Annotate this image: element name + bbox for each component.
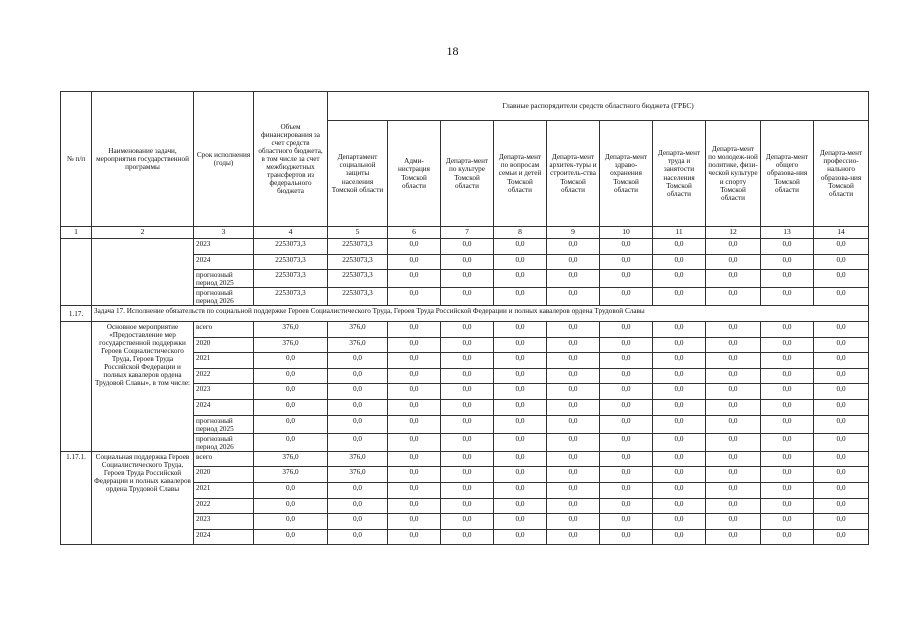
value-cell: 0,0: [494, 337, 547, 353]
value-cell: 0,0: [441, 529, 494, 545]
value-cell: 0,0: [441, 467, 494, 483]
value-cell: 0,0: [706, 384, 761, 400]
value-cell: 0,0: [441, 270, 494, 288]
column-number: 14: [814, 227, 869, 239]
value-cell: 0,0: [814, 288, 869, 306]
value-cell: 0,0: [547, 415, 600, 433]
value-cell: 0,0: [814, 239, 869, 255]
value-cell: 0,0: [494, 415, 547, 433]
value-cell: 0,0: [494, 322, 547, 338]
value-cell: 0,0: [653, 483, 706, 499]
value-cell: 0,0: [547, 322, 600, 338]
value-cell: 0,0: [441, 400, 494, 416]
value-cell: 0,0: [254, 400, 328, 416]
value-cell: 0,0: [441, 337, 494, 353]
header-volume: Объем финансирования за счет средств областного бюджета, в том числе за счет межбюджетных трансфертов из федерального бюджета: [254, 92, 328, 227]
value-cell: 0,0: [441, 353, 494, 369]
value-cell: 0,0: [600, 239, 653, 255]
value-cell: 0,0: [761, 270, 814, 288]
value-cell: 0,0: [706, 529, 761, 545]
value-cell: 0,0: [706, 433, 761, 451]
value-cell: 376,0: [328, 322, 388, 338]
value-cell: 0,0: [706, 483, 761, 499]
value-cell: 0,0: [814, 353, 869, 369]
value-cell: 376,0: [328, 451, 388, 467]
value-cell: 0,0: [328, 433, 388, 451]
column-number-row: [61, 227, 869, 239]
value-cell: 0,0: [600, 451, 653, 467]
value-cell: 0,0: [494, 254, 547, 270]
value-cell: 0,0: [388, 353, 441, 369]
value-cell: 0,0: [653, 288, 706, 306]
value-cell: 0,0: [441, 415, 494, 433]
period-cell: 2022: [194, 498, 254, 514]
column-number: 11: [653, 227, 706, 239]
header-grbs-item: Департа-мент здраво-охранения Томской области: [600, 121, 653, 227]
value-cell: 0,0: [547, 483, 600, 499]
value-cell: 0,0: [706, 467, 761, 483]
value-cell: 0,0: [494, 529, 547, 545]
value-cell: 0,0: [388, 467, 441, 483]
value-cell: 0,0: [254, 483, 328, 499]
value-cell: 0,0: [600, 433, 653, 451]
value-cell: 0,0: [706, 498, 761, 514]
value-cell: 0,0: [653, 270, 706, 288]
header-grbs-item: Департа-мент архитек-туры и строитель-ства Томской области: [547, 121, 600, 227]
value-cell: 0,0: [328, 368, 388, 384]
value-cell: 376,0: [328, 337, 388, 353]
table-row: [61, 239, 869, 255]
row-name: [92, 239, 194, 306]
value-cell: 0,0: [494, 288, 547, 306]
header-grbs-item: Департа-мент профессио-нального образова-ния Томской области: [814, 121, 869, 227]
value-cell: 0,0: [441, 433, 494, 451]
value-cell: 0,0: [814, 451, 869, 467]
period-cell: 2020: [194, 337, 254, 353]
value-cell: 0,0: [254, 498, 328, 514]
value-cell: 0,0: [761, 467, 814, 483]
value-cell: 376,0: [254, 467, 328, 483]
value-cell: 0,0: [388, 514, 441, 530]
header-grbs-title: Главные распорядители средств областного бюджета (ГРБС): [328, 92, 869, 121]
value-cell: 0,0: [388, 415, 441, 433]
value-cell: 0,0: [600, 353, 653, 369]
value-cell: 0,0: [814, 384, 869, 400]
value-cell: 0,0: [441, 451, 494, 467]
row-name: Социальная поддержка Героев Социалистического Труда, Героев Труда Российской Федерации и полных кавалеров ордена Трудовой Славы: [92, 451, 194, 545]
page-number: 18: [446, 44, 459, 58]
value-cell: 0,0: [328, 400, 388, 416]
value-cell: 0,0: [547, 433, 600, 451]
value-cell: 0,0: [254, 529, 328, 545]
column-number: 10: [600, 227, 653, 239]
value-cell: 0,0: [388, 400, 441, 416]
value-cell: 0,0: [547, 337, 600, 353]
row-number: [61, 239, 92, 306]
value-cell: 0,0: [600, 514, 653, 530]
header-grbs-item: Департа-мент труда и занятости населения Томской области: [653, 121, 706, 227]
value-cell: 0,0: [328, 353, 388, 369]
value-cell: 0,0: [328, 498, 388, 514]
value-cell: 2253073,3: [254, 288, 328, 306]
column-number: 4: [254, 227, 328, 239]
value-cell: 0,0: [494, 498, 547, 514]
value-cell: 0,0: [254, 415, 328, 433]
value-cell: 0,0: [814, 368, 869, 384]
value-cell: 0,0: [388, 337, 441, 353]
period-cell: 2022: [194, 368, 254, 384]
value-cell: 0,0: [706, 254, 761, 270]
value-cell: 0,0: [388, 270, 441, 288]
value-cell: 0,0: [761, 254, 814, 270]
period-cell: 2020: [194, 467, 254, 483]
period-cell: 2024: [194, 400, 254, 416]
value-cell: 0,0: [761, 483, 814, 499]
value-cell: 0,0: [547, 239, 600, 255]
value-cell: 0,0: [653, 254, 706, 270]
column-number: 6: [388, 227, 441, 239]
column-number: 12: [706, 227, 761, 239]
value-cell: 0,0: [388, 483, 441, 499]
table-body: [61, 239, 869, 545]
value-cell: 0,0: [388, 288, 441, 306]
period-cell: 2024: [194, 254, 254, 270]
value-cell: 0,0: [814, 400, 869, 416]
value-cell: 0,0: [328, 514, 388, 530]
value-cell: 0,0: [653, 415, 706, 433]
period-cell: 2023: [194, 239, 254, 255]
value-cell: 0,0: [706, 514, 761, 530]
value-cell: 2253073,3: [254, 254, 328, 270]
header-grbs-item: Департа-мент по культуре Томской области: [441, 121, 494, 227]
value-cell: 0,0: [600, 254, 653, 270]
value-cell: 0,0: [653, 400, 706, 416]
value-cell: 0,0: [494, 270, 547, 288]
value-cell: 0,0: [706, 353, 761, 369]
value-cell: 0,0: [388, 433, 441, 451]
value-cell: 0,0: [653, 368, 706, 384]
value-cell: 376,0: [254, 322, 328, 338]
value-cell: 0,0: [653, 353, 706, 369]
value-cell: 2253073,3: [254, 270, 328, 288]
value-cell: 0,0: [653, 384, 706, 400]
period-cell: прогнозный период 2025: [194, 415, 254, 433]
period-cell: прогнозный период 2026: [194, 433, 254, 451]
value-cell: 0,0: [653, 529, 706, 545]
value-cell: 0,0: [761, 384, 814, 400]
value-cell: 0,0: [388, 498, 441, 514]
value-cell: 0,0: [441, 239, 494, 255]
value-cell: 0,0: [761, 451, 814, 467]
value-cell: 0,0: [761, 368, 814, 384]
row-name: Основное мероприятие «Предоставление мер государственной поддержки Героев Социалистического Труда, Героев Труда Российской Федерации и полных кавалеров ордена Трудовой Славы», в том числе:: [92, 322, 194, 452]
value-cell: 0,0: [441, 498, 494, 514]
value-cell: 0,0: [254, 384, 328, 400]
value-cell: 0,0: [814, 514, 869, 530]
task-text: Задача 17. Исполнение обязательств по социальной поддержке Героев Социалистического Труда, Героев Труда Российской Федерации и полных кавалеров ордена Трудовой Славы: [92, 306, 869, 322]
value-cell: 0,0: [388, 239, 441, 255]
value-cell: 0,0: [547, 467, 600, 483]
value-cell: 0,0: [653, 498, 706, 514]
value-cell: 0,0: [653, 322, 706, 338]
value-cell: 0,0: [761, 400, 814, 416]
value-cell: 0,0: [328, 483, 388, 499]
value-cell: 0,0: [706, 400, 761, 416]
value-cell: 0,0: [653, 239, 706, 255]
value-cell: 0,0: [653, 451, 706, 467]
value-cell: 0,0: [761, 322, 814, 338]
value-cell: 0,0: [441, 254, 494, 270]
task-number: 1.17.: [61, 306, 92, 322]
value-cell: 0,0: [388, 529, 441, 545]
value-cell: 0,0: [494, 433, 547, 451]
period-cell: всего: [194, 322, 254, 338]
value-cell: 0,0: [328, 384, 388, 400]
column-number: 8: [494, 227, 547, 239]
value-cell: 0,0: [600, 467, 653, 483]
value-cell: 0,0: [653, 433, 706, 451]
value-cell: 0,0: [547, 353, 600, 369]
value-cell: 0,0: [814, 415, 869, 433]
value-cell: 0,0: [441, 288, 494, 306]
value-cell: 0,0: [814, 322, 869, 338]
value-cell: 0,0: [761, 498, 814, 514]
value-cell: 0,0: [547, 254, 600, 270]
value-cell: 0,0: [600, 400, 653, 416]
header-grbs-item: Департамент социальной защиты населения Томской области: [328, 121, 388, 227]
value-cell: 0,0: [494, 239, 547, 255]
column-number: 5: [328, 227, 388, 239]
budget-table: [60, 91, 869, 545]
value-cell: 0,0: [814, 483, 869, 499]
header-grbs-item: Департа-мент общего образова-ния Томской области: [761, 121, 814, 227]
value-cell: 0,0: [600, 270, 653, 288]
value-cell: 0,0: [653, 337, 706, 353]
value-cell: 0,0: [814, 270, 869, 288]
task-row: [61, 306, 869, 322]
value-cell: 0,0: [547, 514, 600, 530]
value-cell: 0,0: [494, 467, 547, 483]
header-num: № п/п: [61, 92, 92, 227]
column-number: 1: [61, 227, 92, 239]
value-cell: 0,0: [761, 529, 814, 545]
value-cell: 2253073,3: [328, 270, 388, 288]
row-number: 1.17.1.: [61, 451, 92, 545]
value-cell: 0,0: [388, 254, 441, 270]
value-cell: 0,0: [328, 529, 388, 545]
value-cell: 0,0: [254, 368, 328, 384]
value-cell: 0,0: [706, 288, 761, 306]
column-number: 7: [441, 227, 494, 239]
value-cell: 0,0: [547, 270, 600, 288]
value-cell: 0,0: [761, 337, 814, 353]
value-cell: 0,0: [441, 483, 494, 499]
value-cell: 0,0: [441, 384, 494, 400]
value-cell: 0,0: [388, 322, 441, 338]
period-cell: всего: [194, 451, 254, 467]
value-cell: 0,0: [600, 288, 653, 306]
column-number: 9: [547, 227, 600, 239]
value-cell: 2253073,3: [328, 239, 388, 255]
period-cell: прогнозный период 2025: [194, 270, 254, 288]
value-cell: 0,0: [653, 514, 706, 530]
value-cell: 0,0: [600, 384, 653, 400]
value-cell: 0,0: [761, 415, 814, 433]
value-cell: 2253073,3: [328, 254, 388, 270]
value-cell: 0,0: [600, 498, 653, 514]
value-cell: 0,0: [254, 433, 328, 451]
value-cell: 0,0: [706, 368, 761, 384]
value-cell: 0,0: [761, 514, 814, 530]
value-cell: 0,0: [600, 368, 653, 384]
value-cell: 0,0: [814, 529, 869, 545]
value-cell: 376,0: [254, 337, 328, 353]
value-cell: 0,0: [388, 368, 441, 384]
value-cell: 0,0: [600, 337, 653, 353]
value-cell: 0,0: [814, 254, 869, 270]
value-cell: 0,0: [494, 451, 547, 467]
value-cell: 0,0: [706, 322, 761, 338]
value-cell: 0,0: [494, 514, 547, 530]
header-grbs-item: Департа-мент по молодеж-ной политике, физи-ческой культуре и спорту Томской области: [706, 121, 761, 227]
value-cell: 0,0: [441, 514, 494, 530]
row-number: [61, 322, 92, 452]
value-cell: 0,0: [494, 368, 547, 384]
value-cell: 0,0: [494, 483, 547, 499]
value-cell: 0,0: [653, 467, 706, 483]
value-cell: 0,0: [254, 514, 328, 530]
value-cell: 0,0: [547, 368, 600, 384]
table-row: [61, 322, 869, 338]
period-cell: 2023: [194, 514, 254, 530]
value-cell: 0,0: [494, 384, 547, 400]
value-cell: 0,0: [547, 451, 600, 467]
column-number: 3: [194, 227, 254, 239]
value-cell: 0,0: [761, 353, 814, 369]
value-cell: 0,0: [814, 498, 869, 514]
period-cell: 2021: [194, 483, 254, 499]
value-cell: 0,0: [441, 368, 494, 384]
value-cell: 0,0: [494, 353, 547, 369]
value-cell: 0,0: [761, 239, 814, 255]
header-grbs-item: Адми-нистрация Томской области: [388, 121, 441, 227]
value-cell: 0,0: [547, 288, 600, 306]
value-cell: 0,0: [600, 529, 653, 545]
value-cell: 0,0: [388, 451, 441, 467]
period-cell: 2021: [194, 353, 254, 369]
value-cell: 2253073,3: [328, 288, 388, 306]
period-cell: 2023: [194, 384, 254, 400]
value-cell: 376,0: [328, 467, 388, 483]
value-cell: 0,0: [814, 337, 869, 353]
period-cell: прогнозный период 2026: [194, 288, 254, 306]
value-cell: 2253073,3: [254, 239, 328, 255]
value-cell: 0,0: [814, 467, 869, 483]
value-cell: 0,0: [761, 433, 814, 451]
header-grbs-item: Департа-мент по вопросам семьи и детей Томской области: [494, 121, 547, 227]
value-cell: 0,0: [547, 400, 600, 416]
value-cell: 0,0: [761, 288, 814, 306]
value-cell: 0,0: [547, 384, 600, 400]
value-cell: 0,0: [706, 415, 761, 433]
value-cell: 0,0: [706, 239, 761, 255]
value-cell: 0,0: [441, 322, 494, 338]
value-cell: 0,0: [706, 270, 761, 288]
value-cell: 0,0: [328, 415, 388, 433]
header-period: Срок исполнения (годы): [194, 92, 254, 227]
value-cell: 0,0: [814, 433, 869, 451]
value-cell: 0,0: [600, 415, 653, 433]
value-cell: 0,0: [254, 353, 328, 369]
value-cell: 376,0: [254, 451, 328, 467]
column-number: 13: [761, 227, 814, 239]
value-cell: 0,0: [547, 529, 600, 545]
value-cell: 0,0: [600, 483, 653, 499]
value-cell: 0,0: [494, 400, 547, 416]
value-cell: 0,0: [600, 322, 653, 338]
value-cell: 0,0: [547, 498, 600, 514]
column-number: 2: [92, 227, 194, 239]
table-row: [61, 451, 869, 467]
value-cell: 0,0: [706, 451, 761, 467]
header-name: Наименование задачи, мероприятия государственной программы: [92, 92, 194, 227]
value-cell: 0,0: [706, 337, 761, 353]
period-cell: 2024: [194, 529, 254, 545]
value-cell: 0,0: [388, 384, 441, 400]
